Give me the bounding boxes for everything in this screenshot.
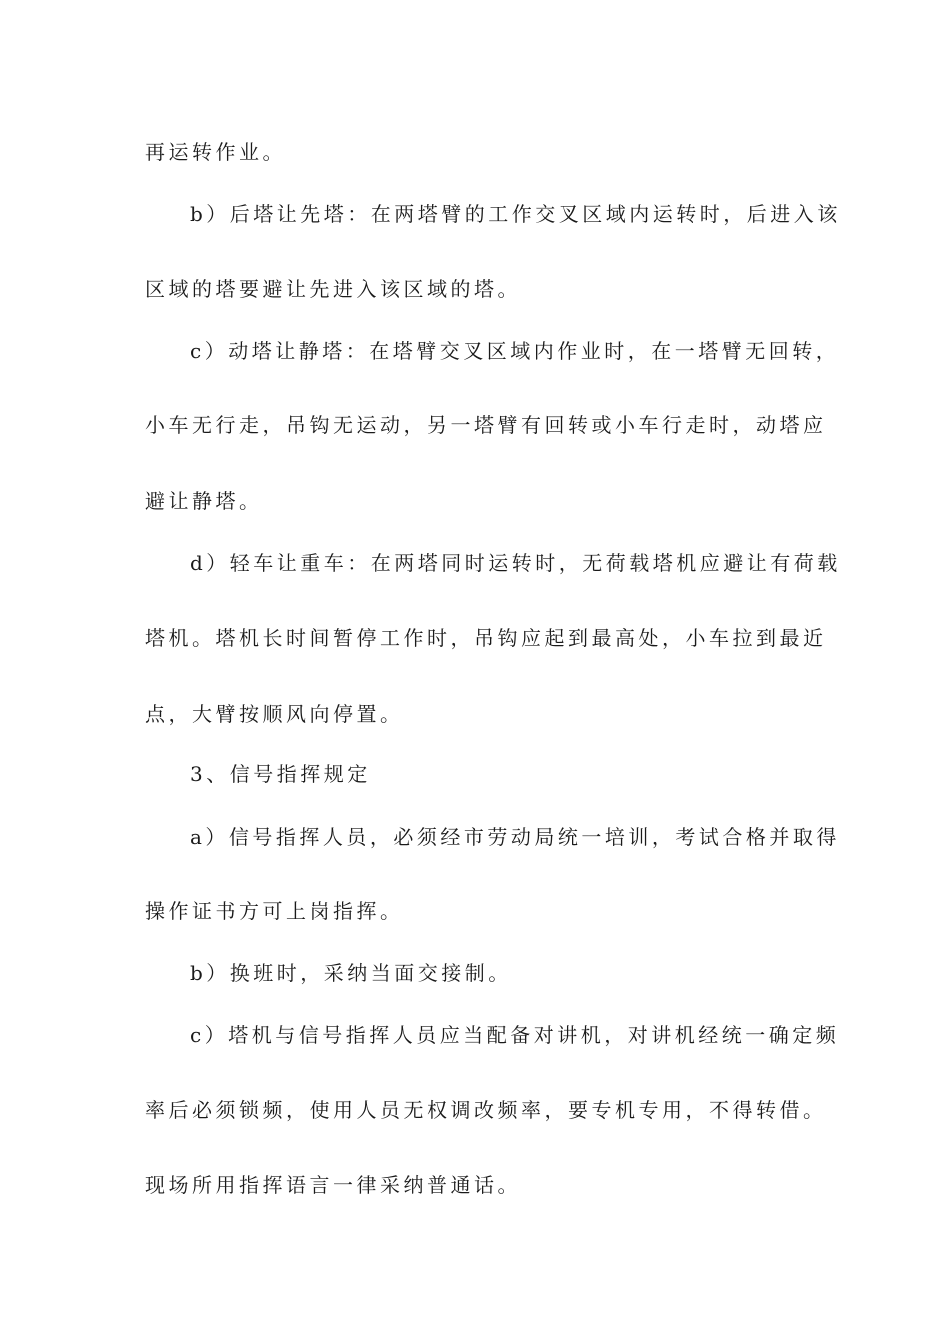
text-line: 点，大臂按顺风向停置。 <box>145 702 404 726</box>
text-line: c）塔机与信号指挥人员应当配备对讲机，对讲机经统一确定频 <box>190 1023 840 1047</box>
text-line: d）轻车让重车：在两塔同时运转时，无荷载塔机应避让有荷载 <box>190 551 841 575</box>
text-line: 塔机。塔机长时间暂停工作时，吊钩应起到最高处，小车拉到最近 <box>145 626 827 650</box>
text-line: 区域的塔要避让先进入该区域的塔。 <box>145 277 521 301</box>
text-line: 操作证书方可上岗指挥。 <box>145 899 404 923</box>
text-line: 现场所用指挥语言一律采纳普通话。 <box>145 1173 521 1197</box>
text-line: 率后必须锁频，使用人员无权调改频率，要专机专用，不得转借。 <box>145 1098 827 1122</box>
text-line: 小车无行走，吊钩无运动，另一塔臂有回转或小车行走时，动塔应 <box>145 413 827 437</box>
text-line: c）动塔让静塔：在塔臂交叉区域内作业时，在一塔臂无回转， <box>190 339 840 363</box>
text-line: b）换班时，采纳当面交接制。 <box>190 961 512 985</box>
text-line: 避让静塔。 <box>145 489 263 513</box>
text-line: 再运转作业。 <box>145 140 286 164</box>
text-line: a）信号指挥人员，必须经市劳动局统一培训，考试合格并取得 <box>190 825 840 849</box>
section-heading: 3、信号指挥规定 <box>190 762 371 786</box>
text-line: b）后塔让先塔：在两塔臂的工作交叉区域内运转时，后进入该 <box>190 202 841 226</box>
